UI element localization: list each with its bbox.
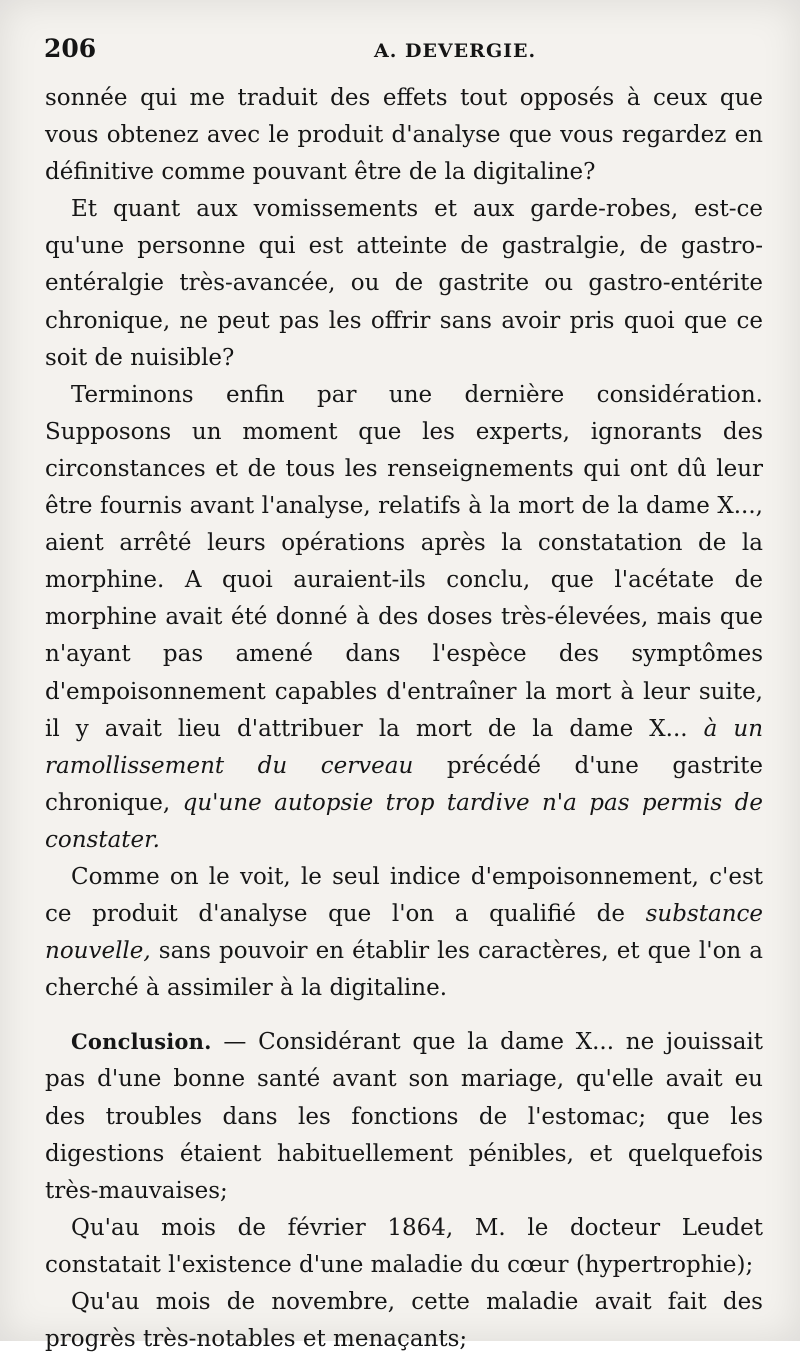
paragraph-5 [45, 1023, 763, 1209]
paragraph-3-italic-1: à un ramollissement du cerveau [45, 715, 764, 779]
paragraph-2-text: Et quant aux vomissements et aux garde-robes, est-ce qu'une personne qui est atteinte de gastralgie, de gastro-entéralgie très-avancée, ou de gastrite ou gastro-entérite chronique, ne peut pas les offrir sans avoir pris quoi que ce soit de nuisible? [45, 196, 763, 371]
paragraph-2 [45, 191, 763, 376]
paragraph-4-text-1: Comme on le voit, le seul indice d'empoisonnement, c'est ce produit d'analyse que l'on a qualifié de [45, 863, 763, 928]
paragraph-4 [45, 859, 763, 1007]
paragraph-5-text: — Considérant que la dame X... ne jouissait pas d'une bonne santé avant son mariage, qu'elle avait eu des troubles dans les fonctions de l'estomac; que les digestions étaient habituellement pénibles, et quelquefois très-mauvaises; [45, 1029, 764, 1204]
paragraph-6-text: Qu'au mois de février 1864, M. le docteur Leudet constatait l'existence d'une maladie du cœur (hypertrophie); [45, 1214, 763, 1278]
paragraph-3-italic-2: qu'une autopsie trop tardive n'a pas permis de constater. [45, 789, 763, 853]
paragraph-3-text-2: précédé d'une gastrite chronique, [45, 752, 764, 816]
page-header [44, 34, 760, 68]
paragraph-4-italic: substance nouvelle, [45, 901, 763, 965]
paragraph-4-text-2: sans pouvoir en établir les caractères, et que l'on a cherché à assimiler à la digitaline. [45, 938, 763, 1002]
paragraph-7 [45, 1284, 763, 1358]
paragraph-1-text: sonnée qui me traduit des effets tout opposés à ceux que vous obtenez avec le produit d'analyse que vous regardez en définitive comme pouvant être de la digitaline? [45, 85, 763, 186]
page-number: 206 [44, 34, 97, 63]
page-body-text [45, 80, 763, 1358]
conclusion-heading: Conclusion. [71, 1029, 212, 1055]
paragraph-3-text: Terminons enfin par une dernière considération. Supposons un moment que les experts, ignorants des circonstances et de tous les renseignements qui ont dû leur être fournis avant l'analyse, relatifs à la mort de la dame X..., aient arrêté leurs opérations après la constatation de la morphine. A quoi auraient-ils conclu, que l'acétate de morphine avait été donné à des doses très-élevées, mais que n'ayant pas amené dans l'espèce des symptômes d'empoisonnement capables d'entraîner la mort à leur suite, il y avait lieu d'attribuer la mort de la dame X... [45, 381, 763, 742]
running-head: A. DEVERGIE. [374, 40, 537, 62]
paragraph-6 [45, 1210, 763, 1284]
paragraph-3 [45, 377, 763, 859]
paragraph-1 [45, 80, 763, 191]
paragraph-7-text: Qu'au mois de novembre, cette maladie avait fait des progrès très-notables et menaçants; [45, 1289, 763, 1353]
